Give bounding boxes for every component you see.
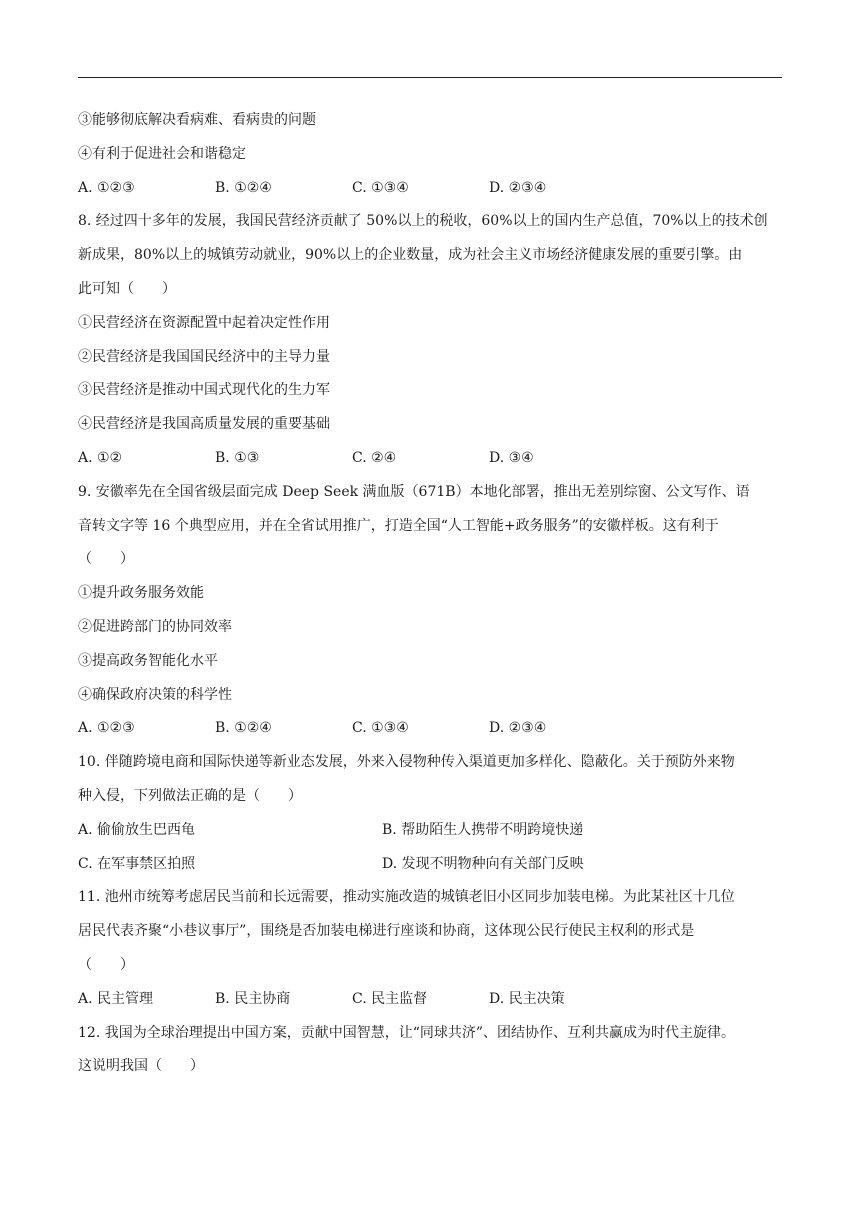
q8-item-4: ④民营经济是我国高质量发展的重要基础 — [78, 416, 330, 433]
q9-option-d: D. ②③④ — [489, 720, 547, 737]
q11-option-d: D. 民主决策 — [489, 990, 565, 1007]
q11-stem-line-1: 11. 池州市统筹考虑居民当前和长远需要，推动实施改造的城镇老旧小区同步加装电梯。为此某社区十几位 — [78, 889, 735, 906]
q9-options — [78, 712, 784, 746]
q8-option-d: D. ③④ — [489, 449, 534, 466]
q9-option-c: C. ①③④ — [352, 720, 409, 737]
q8-option-b: B. ①③ — [215, 449, 260, 466]
header-rule — [78, 77, 782, 78]
q10-option-c: C. 在军事禁区拍照 — [78, 855, 196, 872]
q8-options — [78, 442, 784, 476]
q8-stem-line-3: 此可知（ ） — [78, 280, 176, 297]
q9-stem-line-2: 音转文字等 16 个典型应用，并在全省试用推广，打造全国“人工智能+政务服务”的安徽样板。这有利于 — [78, 517, 719, 534]
q8-item-3: ③民营经济是推动中国式现代化的生力军 — [78, 382, 330, 399]
q8-option-a: A. ①② — [78, 449, 123, 466]
q9-item-2: ②促进跨部门的协同效率 — [78, 618, 232, 635]
q9-option-b: B. ①②④ — [215, 720, 272, 737]
q10-options-row-1 — [78, 814, 784, 848]
q10-stem-line-1: 10. 伴随跨境电商和国际快递等新业态发展，外来入侵物种传入渠道更加多样化、隐蔽化。关于预防外来物 — [78, 754, 735, 771]
q7-options — [78, 172, 784, 206]
q10-option-b: B. 帮助陌生人携带不明跨境快递 — [382, 821, 584, 838]
q11-option-a: A. 民主管理 — [78, 990, 154, 1007]
q7-option-a: A. ①②③ — [78, 179, 135, 196]
q9-item-3: ③提高政务智能化水平 — [78, 652, 218, 669]
q9-stem-line-3: （ ） — [78, 551, 134, 568]
q11-stem-line-3: （ ） — [78, 956, 134, 973]
q12-stem-line-2: 这说明我国（ ） — [78, 1058, 204, 1075]
q10-options-row-2 — [78, 848, 784, 882]
q7-item-4: ④有利于促进社会和谐稳定 — [78, 145, 246, 162]
q11-option-c: C. 民主监督 — [352, 990, 428, 1007]
q9-option-a: A. ①②③ — [78, 720, 135, 737]
q11-stem-line-2: 居民代表齐聚“小巷议事厅”，围绕是否加装电梯进行座谈和协商，这体现公民行使民主权利的形式是 — [78, 923, 695, 940]
q8-item-1: ①民营经济在资源配置中起着决定性作用 — [78, 314, 330, 331]
q8-stem-line-1: 8. 经过四十多年的发展，我国民营经济贡献了 50%以上的税收，60%以上的国内生产总值，70%以上的技术创 — [78, 213, 768, 230]
q9-item-4: ④确保政府决策的科学性 — [78, 686, 232, 703]
q11-options — [78, 983, 784, 1017]
q7-option-d: D. ②③④ — [489, 179, 547, 196]
q7-option-c: C. ①③④ — [352, 179, 409, 196]
q10-option-d: D. 发现不明物种向有关部门反映 — [382, 855, 584, 872]
q8-option-c: C. ②④ — [352, 449, 397, 466]
q10-option-a: A. 偷偷放生巴西龟 — [78, 821, 196, 838]
document-body — [78, 104, 784, 1084]
q9-stem-line-1: 9. 安徽率先在全国省级层面完成 Deep Seek 满血版（671B）本地化部署，推出无差别综窗、公文写作、语 — [78, 483, 750, 500]
q8-item-2: ②民营经济是我国国民经济中的主导力量 — [78, 348, 330, 365]
q9-item-1: ①提升政务服务效能 — [78, 585, 204, 602]
q8-stem-line-2: 新成果，80%以上的城镇劳动就业，90%以上的企业数量，成为社会主义市场经济健康发展的重要引擎。由 — [78, 247, 743, 264]
q7-option-b: B. ①②④ — [215, 179, 272, 196]
q12-stem-line-1: 12. 我国为全球治理提出中国方案，贡献中国智慧，让“同球共济”、团结协作、互利共赢成为时代主旋律。 — [78, 1024, 736, 1041]
q10-stem-line-2: 种入侵，下列做法正确的是（ ） — [78, 787, 302, 804]
q11-option-b: B. 民主协商 — [215, 990, 291, 1007]
q7-item-3: ③能够彻底解决看病难、看病贵的问题 — [78, 112, 316, 128]
